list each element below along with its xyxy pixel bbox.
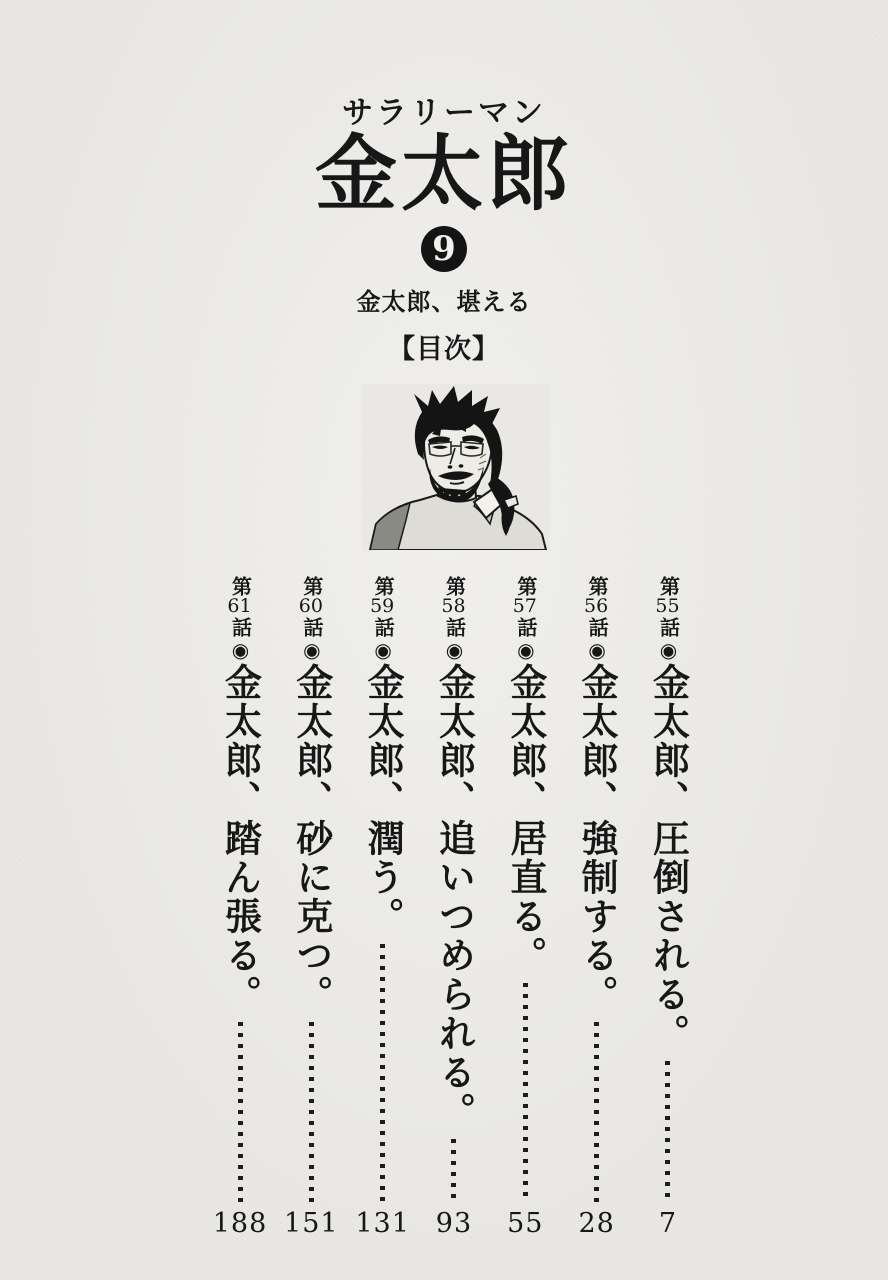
toc-entry-57 [492, 576, 558, 1238]
chapter-number: 57 [512, 595, 537, 618]
chapter-prefix: 第 [513, 576, 536, 598]
toc-entry-text [504, 576, 546, 976]
dotted-leader [238, 1022, 243, 1202]
dotted-leader [665, 1061, 670, 1202]
chapter-suffix: 話 [513, 617, 536, 639]
bullet-icon: ◉ [371, 638, 394, 664]
chapter-number: 56 [584, 595, 609, 618]
chapter-number: 60 [298, 595, 323, 618]
dotted-leader [309, 1022, 314, 1202]
dotted-leader [451, 1139, 456, 1202]
toc-entry-59 [350, 576, 416, 1238]
toc-entry-56 [564, 576, 630, 1238]
chapter-prefix: 第 [228, 576, 251, 598]
chapter-suffix: 話 [371, 617, 394, 639]
chapter-title: 金太郎、居直る。 [504, 663, 546, 976]
main-title: 金太郎 [314, 129, 573, 221]
bullet-icon: ◉ [442, 638, 465, 664]
dotted-leader [380, 944, 385, 1202]
bullet-icon: ◉ [656, 638, 679, 664]
chapter-number: 61 [227, 595, 252, 618]
dotted-leader [594, 1022, 599, 1202]
chapter-suffix: 話 [442, 617, 465, 639]
bullet-icon: ◉ [299, 638, 322, 664]
chapter-number: 59 [370, 595, 395, 618]
chapter-suffix: 話 [299, 617, 322, 639]
toc-entry-61 [207, 576, 273, 1238]
title-block [0, 0, 888, 366]
chapter-title: 金太郎、踏ん張る。 [219, 663, 261, 1015]
toc-entry-text [362, 576, 404, 937]
volume-number-badge: 9 [421, 226, 467, 272]
character-portrait [362, 384, 550, 550]
kintaro-portrait-illustration [362, 384, 550, 550]
bullet-icon: ◉ [513, 638, 536, 664]
chapter-number: 58 [441, 595, 466, 618]
page-number: 28 [578, 1207, 615, 1239]
chapter-suffix: 話 [228, 617, 251, 639]
chapter-prefix: 第 [371, 576, 394, 598]
toc-entry-60 [278, 576, 344, 1238]
page-number: 188 [212, 1207, 268, 1239]
chapter-number: 55 [655, 595, 680, 618]
chapter-suffix: 話 [585, 617, 608, 639]
toc-entry-text [290, 576, 332, 1015]
bullet-icon: ◉ [228, 638, 251, 664]
chapter-title: 金太郎、強制する。 [576, 663, 618, 1015]
chapter-prefix: 第 [656, 576, 679, 598]
page-number: 93 [435, 1207, 473, 1239]
series-title: サラリーマン [342, 95, 546, 130]
toc-entry-text [219, 576, 261, 1015]
chapter-title: 金太郎、追いつめられる。 [433, 663, 475, 1132]
toc-entry-text [433, 576, 475, 1132]
toc-entry-55 [635, 576, 701, 1238]
toc-entry-58 [421, 576, 487, 1238]
page-number: 7 [658, 1207, 678, 1239]
chapter-title: 金太郎、砂に克つ。 [290, 663, 332, 1015]
page-number: 151 [284, 1207, 339, 1239]
page-number: 55 [507, 1207, 544, 1239]
toc-entry-text [647, 576, 689, 1054]
chapter-suffix: 話 [656, 617, 679, 639]
chapter-prefix: 第 [585, 576, 608, 598]
table-of-contents [207, 576, 701, 1238]
toc-entry-text [576, 576, 618, 1015]
toc-heading: 【目次】 [388, 334, 500, 365]
volume-subtitle: 金太郎、堪える [356, 289, 532, 317]
chapter-title: 金太郎、潤う。 [362, 663, 404, 937]
dotted-leader [523, 983, 528, 1202]
chapter-prefix: 第 [442, 576, 465, 598]
bullet-icon: ◉ [585, 638, 608, 664]
chapter-prefix: 第 [299, 576, 322, 598]
chapter-title: 金太郎、圧倒される。 [647, 663, 689, 1054]
page-number: 131 [355, 1207, 410, 1239]
